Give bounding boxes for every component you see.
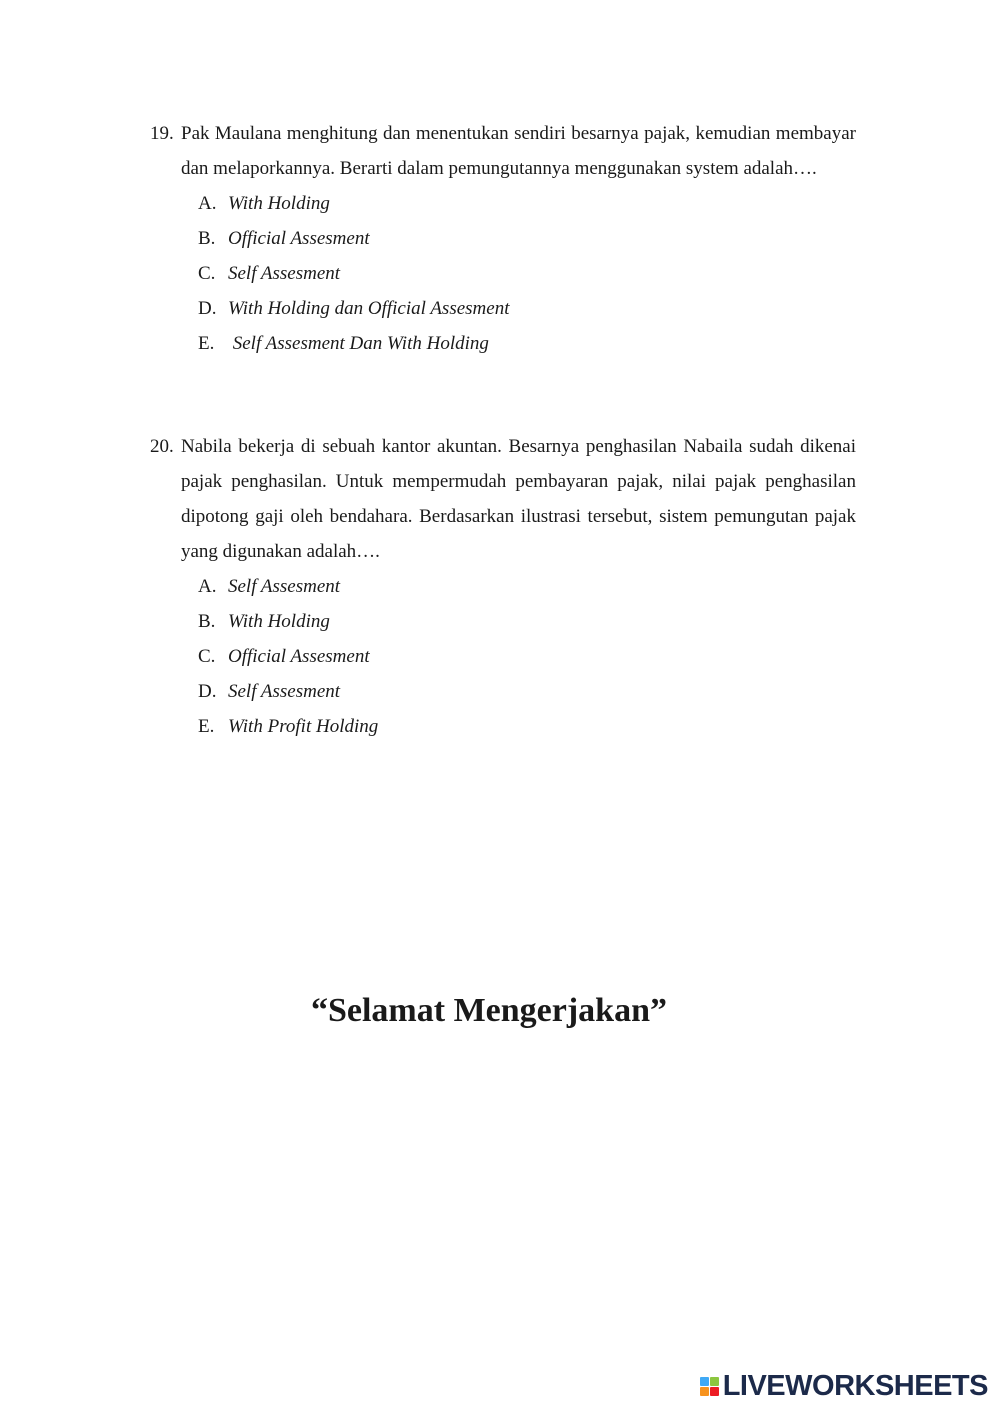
option-letter: C. — [198, 263, 216, 284]
option-text: With Holding — [228, 193, 330, 214]
option-a[interactable] — [198, 186, 856, 221]
option-b[interactable] — [198, 221, 856, 256]
question-number: 19. — [150, 123, 174, 144]
option-letter: B. — [198, 228, 216, 249]
question-20 — [150, 429, 856, 744]
closing-message: “Selamat Mengerjakan” — [310, 992, 667, 1029]
option-a[interactable] — [198, 569, 856, 604]
option-text: Self Assesment Dan With Holding — [228, 333, 489, 354]
option-letter: A. — [198, 576, 217, 597]
question-19 — [150, 116, 856, 361]
brand-name: LIVEWORKSHEETS — [722, 1370, 988, 1402]
option-e[interactable] — [198, 709, 856, 744]
option-c[interactable] — [198, 639, 856, 674]
option-letter: C. — [198, 646, 216, 667]
option-letter: D. — [198, 681, 217, 702]
option-text: With Holding — [228, 611, 330, 632]
liveworksheets-watermark[interactable] — [700, 1370, 988, 1402]
option-text: Self Assesment — [228, 576, 341, 597]
option-letter: E. — [198, 333, 215, 354]
option-text: Official Assesment — [228, 228, 370, 249]
option-b[interactable] — [198, 604, 856, 639]
option-text: Official Assesment — [228, 646, 370, 667]
question-text: Nabila bekerja di sebuah kantor akuntan. Besarnya penghasilan Nabaila sudah dikenai pajak penghasilan. Untuk mempermudah pembayaran pajak, nilai pajak penghasilan dipotong gaji oleh bendahara. Berdasarkan ilustrasi tersebut, sistem pemungutan pajak yang digunakan adalah…. — [181, 436, 856, 562]
question-number: 20. — [150, 436, 174, 457]
option-text: With Holding dan Official Assesment — [228, 298, 510, 319]
option-d[interactable] — [198, 291, 856, 326]
option-letter: D. — [198, 298, 217, 319]
liveworksheets-logo-icon — [700, 1377, 719, 1396]
option-text: Self Assesment — [228, 681, 341, 702]
option-text: With Profit Holding — [228, 716, 379, 737]
question-text: Pak Maulana menghitung dan menentukan sendiri besarnya pajak, kemudian membayar dan melaporkannya. Berarti dalam pemungutannya menggunakan system adalah…. — [181, 123, 856, 179]
option-c[interactable] — [198, 256, 856, 291]
option-letter: A. — [198, 193, 217, 214]
option-text: Self Assesment — [228, 263, 341, 284]
answer-options — [198, 186, 856, 361]
option-d[interactable] — [198, 674, 856, 709]
answer-options — [198, 569, 856, 744]
option-letter: E. — [198, 716, 215, 737]
option-e[interactable] — [198, 326, 856, 361]
option-letter: B. — [198, 611, 216, 632]
